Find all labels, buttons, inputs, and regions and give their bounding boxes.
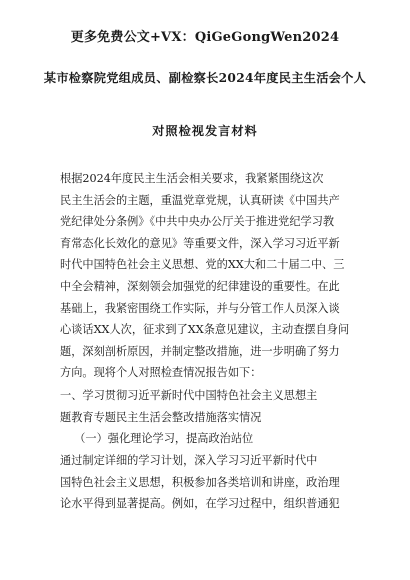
section-1-heading: 一、学习贯彻习近平新时代中国特色社会主义思想主 题教育专题民主生活会整改措施落实情况: [60, 389, 318, 424]
document-title-line-2: 对照检视发言材料: [152, 124, 258, 138]
body-paragraph-2: 通过制定详细的学习计划，深入学习习近平新时代中 国特色社会主义思想，积极参加各类培训和讲座，政治理 论水平得到显著提高。例如，在学习过程中，组织普通犯: [60, 454, 340, 511]
document-title-line-1: 某市检察院党组成员、副检察长2024年度民主生活会个人: [43, 71, 367, 85]
promo-header: 更多免费公文+VX：QiGeGongWen2024: [70, 30, 340, 45]
subsection-1-heading: （一）强化理论学习，提高政治站位: [60, 432, 254, 445]
intro-paragraph: 根据2024年度民主生活会相关要求，我紧紧围绕这次 民主生活会的主题，重温党章党规，认真研读《中国共产 党纪律处分条例》《中共中央办公厅关于推进党纪学习教 育常态化长效化的意见》等重要文件，深入学习习近平新 时代中国特色社会主义思想、党的XX大和二十届二中、三 中全会精神，深刻领会加强党的纪律建设的重要性。在此 基础上，我紧密围绕工作实际，并与分管工作人员深入谈 心谈话XX人次，征求到了XX条意见建议，主动查摆自身问 题，深刻剖析原因，并制定整改措施，进一步明确了努力 方向。现将个人对照检查情况报告如下：: [60, 172, 350, 380]
